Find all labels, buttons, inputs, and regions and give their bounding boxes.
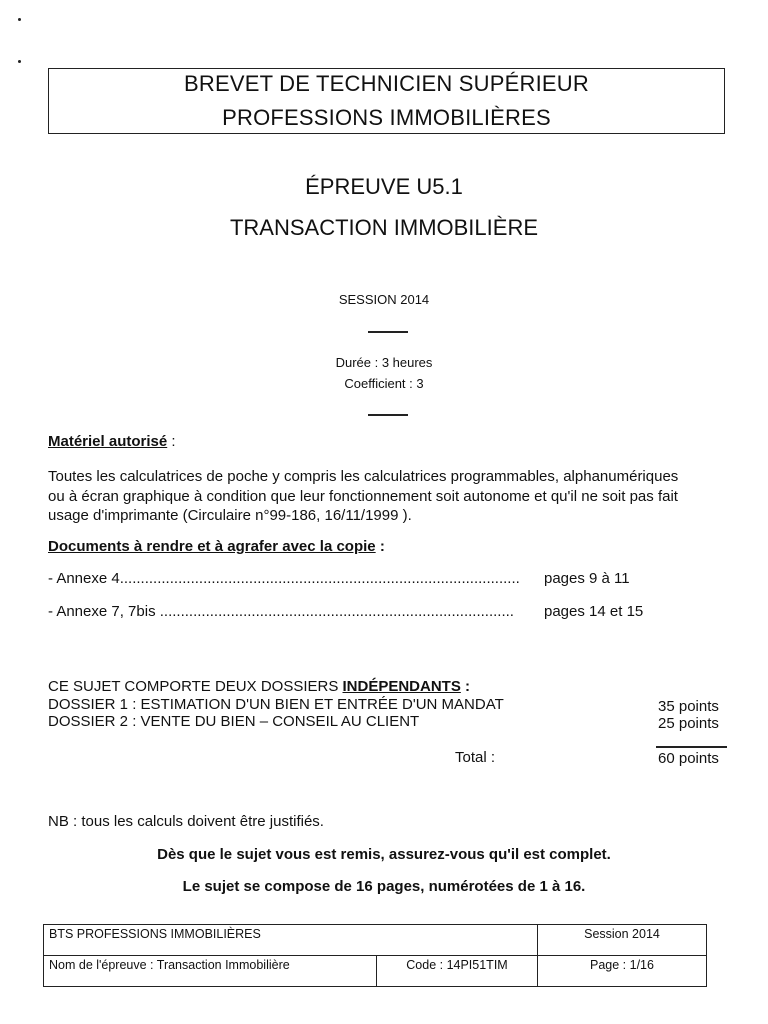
scan-speck	[18, 18, 21, 21]
pages-note: Le sujet se compose de 16 pages, numérotées de 1 à 16.	[182, 878, 586, 895]
title-line-2: PROFESSIONS IMMOBILIÈRES	[222, 105, 551, 130]
title-line-1: BREVET DE TECHNICIEN SUPÉRIEUR	[184, 71, 589, 96]
dossiers-intro-emphasis: INDÉPENDANTS	[342, 678, 461, 695]
scan-speck	[18, 60, 21, 63]
materiel-line: usage d'imprimante (Circulaire n°99-186, 16/11/1999 ).	[48, 507, 412, 524]
dossiers-intro-colon: :	[460, 678, 471, 695]
footer-epreuve: Nom de l'épreuve : Transaction Immobilière	[44, 956, 377, 987]
dossier-2-points: 25 points	[658, 715, 719, 732]
title-box	[48, 68, 725, 134]
total-points: 60 points	[658, 750, 719, 767]
documents-heading: Documents à rendre et à agrafer avec la copie	[48, 538, 376, 555]
duration-label: Durée : 3 heures	[335, 355, 433, 370]
documents-heading-line	[48, 537, 728, 557]
materiel-paragraph	[48, 467, 728, 526]
document-item-pages: pages 9 à 11	[544, 570, 630, 587]
complete-note: Dès que le sujet vous est remis, assurez-vous qu'il est complet.	[157, 846, 611, 863]
total-label: Total :	[455, 749, 496, 766]
session-label: SESSION 2014	[338, 292, 430, 307]
footer-table	[43, 924, 707, 987]
document-item-pages: pages 14 et 15	[544, 603, 644, 620]
dossier-1-label: DOSSIER 1 : ESTIMATION D'UN BIEN ET ENTRÉE D'UN MANDAT	[48, 696, 504, 713]
materiel-heading-line	[48, 432, 728, 452]
coefficient-label: Coefficient : 3	[344, 376, 424, 391]
footer-bts: BTS PROFESSIONS IMMOBILIÈRES	[44, 925, 538, 956]
document-item-label: - Annexe 4................................................................................................	[48, 570, 520, 587]
materiel-colon: :	[167, 433, 176, 450]
footer-session: Session 2014	[538, 925, 707, 956]
document-item-label: - Annexe 7, 7bis .....................................................................................	[48, 603, 514, 620]
nb-note: NB : tous les calculs doivent être justifiés.	[48, 813, 324, 830]
materiel-line: ou à écran graphique à condition que leur fonctionnement soit autonome et qu'il ne soit pas fait	[48, 487, 678, 505]
dossier-2-label: DOSSIER 2 : VENTE DU BIEN – CONSEIL AU CLIENT	[48, 713, 420, 730]
epreuve-title: ÉPREUVE U5.1	[305, 174, 463, 199]
subject-title: TRANSACTION IMMOBILIÈRE	[229, 215, 539, 240]
divider-rule	[368, 414, 408, 416]
materiel-line: Toutes les calculatrices de poche y compris les calculatrices programmables, alphanumériques	[48, 468, 679, 485]
total-rule	[656, 746, 727, 748]
dossiers-intro	[48, 678, 470, 695]
dossier-1-points: 35 points	[658, 698, 719, 715]
footer-page: Page : 1/16	[538, 956, 707, 987]
footer-code: Code : 14PI51TIM	[377, 956, 538, 987]
materiel-heading: Matériel autorisé	[48, 433, 168, 450]
dossiers-intro-text: CE SUJET COMPORTE DEUX DOSSIERS	[48, 678, 343, 695]
divider-rule	[368, 331, 408, 333]
documents-colon: :	[375, 538, 385, 555]
